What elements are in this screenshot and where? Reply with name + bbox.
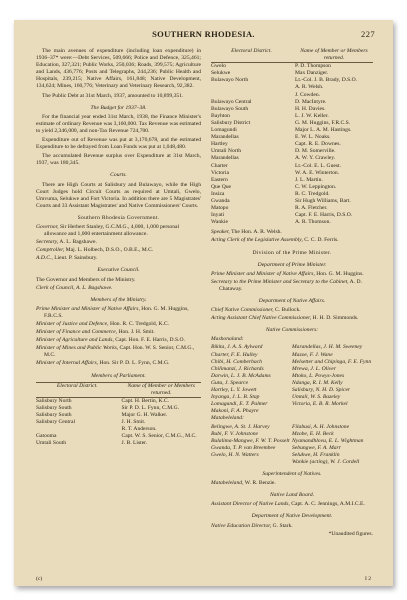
table-row: Charter Lt.-Col. E. L. Guest.: [211, 162, 341, 169]
table-row: Charter, F. E. Hulley Mazoe, F. J. Wane: [211, 351, 333, 358]
table-row: A. R. Welsh.: [295, 84, 324, 91]
table-row: Makoni, F. A. Phayre: [211, 408, 259, 415]
parliament-table: [36, 382, 201, 448]
book-page: [14, 20, 393, 586]
table-row: Salisbury District G. M. Huggins, F.R.C.S.: [211, 119, 351, 126]
table-row: Bulawayo North Lt.-Col. J. B. Brady, D.S.O.: [211, 77, 358, 84]
table-header-row: [36, 382, 201, 397]
parliament-table-continued: [211, 48, 373, 226]
running-header: [14, 29, 393, 43]
footer-left-mark: (c): [36, 576, 43, 582]
page-title: SOUTHERN RHODESIA.: [152, 29, 255, 39]
superintendent-line: Matabeleland, W. R. Benzie.: [211, 480, 276, 487]
table-row: Salisbury South Major G. H. Walker.: [36, 412, 168, 419]
mashonaland-commissioners: [211, 344, 373, 415]
native-affairs-heading: Department of Native Affairs.: [258, 298, 326, 304]
table-row: Lomagundi Major L. A. M. Hastings.: [211, 127, 352, 134]
mashonaland-label: Mashonaland:: [211, 336, 244, 343]
pm-entry: Prime Minister and Minister of Native Affairs, Hon. G. M. Huggins.: [211, 270, 364, 277]
clerk-line: Acting Clerk of the Legislative Assembly, C. C. D. Ferris.: [211, 237, 339, 244]
table-row: Bikita, J. A. S. Aylward Marandellas, J. H. M. Sweeney: [211, 344, 363, 351]
table-row: Que Que C. W. Leppington.: [211, 183, 337, 190]
page-number: 227: [361, 29, 375, 39]
table-row: Bulawayo South H. H. Davies.: [211, 105, 326, 112]
table-row: Marandellas A. W. Y. Crawley.: [211, 155, 336, 162]
table-row: Umtali South J. B. Lister.: [36, 440, 148, 447]
ministry-entry: Minister of Finance and Commerce, Hon. J. H. Smit.: [36, 329, 155, 336]
table-row: Bulawayo Central D. MacIntyre.: [211, 98, 327, 105]
development-line: Native Education Director, G. Stark.: [211, 522, 293, 529]
table-row: Wankie A. R. Thomson.: [211, 219, 331, 226]
column-header: Name of Member or Members returned.: [119, 382, 202, 397]
footnote: *Unaudited figures.: [328, 530, 373, 537]
table-row: Matopo R. A. Fletcher.: [211, 205, 328, 212]
executive-council-heading: Executive Council.: [97, 267, 140, 274]
gov-entry: Comptroller, Maj. L. Holbech, D.S.O., O.B.E., M.C.: [36, 247, 154, 254]
table-row: Umtali North D. M. Somerville.: [211, 148, 336, 155]
table-row: Salisbury North Capt. H. Bertin, K.C.: [36, 397, 201, 405]
table-row: Gwanda Sir Hugh Williams, Bart.: [211, 197, 351, 204]
ministry-entry: Minister of Justice and Defence, Hon. R. C. Tredgold, K.C.: [36, 321, 170, 327]
table-row: Darwin, L. J. B. McAdams Mtoko, L. Powys-Jones: [211, 372, 345, 379]
development-heading: Department of Native Development.: [251, 513, 333, 520]
land-board-heading: Native Land Board.: [269, 492, 315, 499]
courts-heading: Courts.: [110, 172, 127, 179]
table-row: Bubi, F. V. Johnstone Mzobe, E. H. Beck: [211, 430, 334, 437]
table-row: Salisbury Central J. H. Smit.: [36, 419, 146, 426]
division-heading: Division of the Prime Minister.: [252, 249, 332, 256]
budget-paragraph: For the financial year ended 31st March, 1938, the Finance Minister's estimate of ordinary Revenue was 3,160,000. Tax Revenue was estimated to yield 2,346,000, and non-Tax Revenue 724,700.: [36, 113, 201, 134]
table-row: Lomagundi, E. T. Palmer Victoria, E. B. R. Morkel: [211, 401, 348, 408]
budget-paragraph: Expenditure out of Revenue was put at 3,170,678, and the estimated Expenditure to be defrayed from Loan Funds was put at 1,048,480.: [36, 137, 201, 151]
exec-line: Clerk of Council, A. L. Bagshawe.: [36, 284, 113, 291]
table-row: Hartley Capt. R. E. Downes.: [211, 141, 341, 148]
ministry-entry: Prime Minister and Minister of Native Affairs, Hon. G. M. Huggins, F.R.C.S.: [36, 305, 189, 319]
ministry-entry: Minister of Mines and Public Works, Capt. Hon. W. S. Senior, C.M.G., M.C.: [36, 345, 195, 359]
government-heading: Southern Rhodesia Government.: [77, 214, 160, 221]
ministry-entry: Minister of Agriculture and Lands, Capt. Hon. F. E. Harris, D.S.O.: [36, 337, 185, 344]
table-row: R. T. Anderson.: [121, 426, 157, 433]
table-row: Gwelo P. D. Thompson: [211, 63, 373, 71]
courts-paragraph: There are High Courts at Salisbury and Bulawayo, while the High Court Judges hold Circuit Courts as required at Umtali, Gwelo, Umvuma, Selukwe and Fort Victoria. In addition there are 5 Magistrates' Courts and 33 Assistant Magistrates' and Native Commissioners' Courts.: [36, 181, 201, 209]
expenditure-paragraph: The main avenues of expenditure (including loan expenditure) in 1936–37* were:—Debt Services, 509,666; Police and Defence, 325,461; Education, 327,321; Public Works, 250,036; Roads, 399,575; Agriculture and Lands, 436,776; Posts and Telegraphs, 244,236; Public Health and Hospitals, 239,215; Native Affairs, 161,848; Native Development, 134,624; Mines, 160,776; Veterinary and Veterinary Research, 92,382.: [36, 48, 201, 90]
budget-heading: The Budget for 1937–38.: [90, 104, 147, 111]
parliament-heading: Members of Parliament.: [91, 372, 146, 379]
column-header: Electoral District.: [231, 48, 272, 54]
commissioners-heading: Native Commissioners:: [265, 327, 319, 334]
matabeleland-commissioners: [211, 424, 373, 467]
table-row: Hartley, L. Y. Jowett Salisbury, N. H. D. Spicer: [211, 387, 351, 394]
table-row: Eastern J. L. Martin.: [211, 176, 323, 183]
table-row: Gwelo, H. N. Watters Selukwe, H. Franklin: [211, 451, 340, 458]
right-column: [211, 48, 373, 539]
column-header: Name of Member or Members returned.: [300, 48, 368, 62]
gov-entry: A.D.C., Lieut. P. Sainsbury.: [36, 255, 98, 262]
left-column: [36, 48, 201, 448]
table-row: Insiza R. C. Tredgold.: [211, 190, 330, 197]
table-row: Inyati Capt. F. E. Harris, D.S.O.: [211, 212, 353, 219]
table-row: Bayhton L. J. W. Keller.: [211, 112, 329, 119]
footer-signature-mark: I 2: [364, 576, 371, 582]
table-row: J. Cowden.: [295, 91, 321, 98]
gov-entry: Secretary, A. L. Bagshawe.: [36, 239, 97, 246]
exec-line: The Governor and Members of the Ministry.: [36, 276, 136, 283]
table-row: Inyanga, J. L. B. Stap Umtali, W. S. Bazeley: [211, 394, 341, 401]
speaker-line: Speaker, The Hon. A. R. Welsh.: [211, 229, 282, 236]
ministry-heading: Members of the Ministry.: [90, 296, 147, 303]
land-board-line: Assistant Director of Native Lands, Capt. A. C. Jennings, A.M.I.C.E.: [211, 501, 365, 508]
matabeleland-label: Matabeleland:: [211, 415, 244, 422]
public-debt-paragraph: The Public Debt at 31st March, 1937, amounted to 10,899,351.: [42, 92, 184, 99]
ministry-entry: Minister of Internal Affairs, Hon. Sir P. D. L. Fynn, C.M.G.: [36, 360, 170, 367]
table-row: Bulalima-Mangwe, F. W. T. Posselt Nyamandhlovu, E. L. Wightman: [211, 437, 364, 444]
table-row: Marandellas E. W. L. Noaks.: [211, 134, 331, 141]
table-row: Gutu, J. Spearce Ndanga, R. I. M. Kelly: [211, 379, 343, 386]
table-row: Wankie (acting), W. J. Cordell: [292, 458, 360, 465]
budget-paragraph: The accumulated Revenue surplus over Expenditure at 31st March, 1937, was 180,345.: [36, 153, 201, 167]
column-header: Electoral District.: [36, 382, 119, 397]
table-row: Gwanda, T. P. van Breembee Sebungwe, F. A. Marr: [211, 444, 341, 451]
gov-entry: Governor, Sir Herbert Stanley, G.C.M.G., 4,000, 1,000 personal allowance and 1,000 entertainment allowance.: [36, 223, 180, 238]
superintendent-heading: Superintendent of Natives.: [262, 471, 322, 478]
table-row: Chibi, H. Comberbach Melsetter and Chipinga, F. E. Fynn: [211, 358, 372, 365]
table-row: Selukwe Max Danziger.: [211, 70, 329, 77]
pm-entry: Secretary to the Prime Minister and Secretary to the Cabinet, A. D. Chataway.: [211, 278, 362, 292]
pm-department-heading: Department of Prime Minister.: [257, 261, 327, 268]
table-row: Belingwe, A. St. J. Harvey Filabusi, A. H. Johnstone: [211, 423, 350, 430]
native-entry: Chief Native Commissioner, C. Bullock.: [211, 307, 301, 314]
table-header-row: [211, 48, 373, 63]
table-row: Victoria W. A. E. Winterton.: [211, 169, 340, 176]
table-row: Gatooma Capt. W. S. Senior, C.M.G., M.C.: [36, 433, 197, 440]
table-row: Chilimanzi, J. Richards Mrewa, J. L. Oliver: [211, 365, 336, 372]
table-row: Salisbury South Sir P. D. L. Fynn, C.M.G.: [36, 404, 180, 411]
native-entry: Acting Assistant Chief Native Commissioner, H. H. D. Simmonds.: [211, 315, 359, 322]
